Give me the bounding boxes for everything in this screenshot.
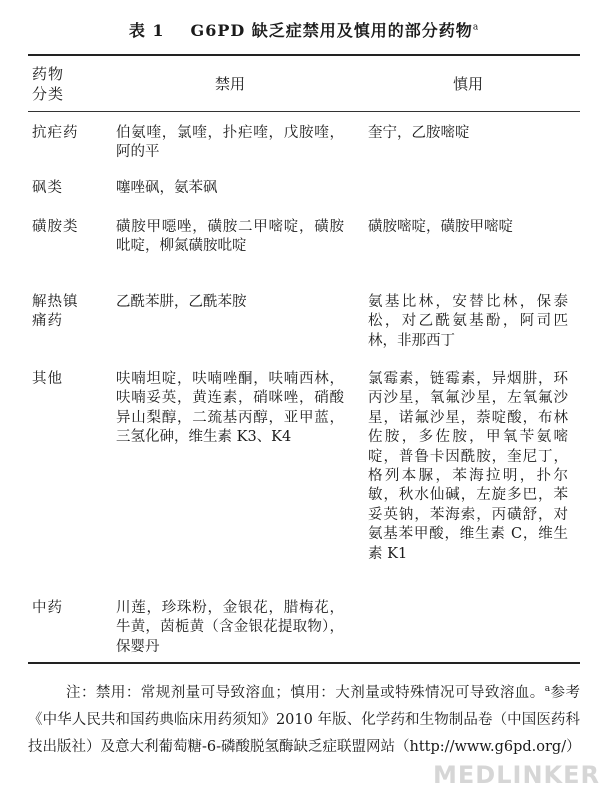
row-caution: 氯霉素，链霉素，异烟肼，环丙沙星，氧氟沙星，左氧氟沙星，诺氟沙星，萘啶酸，布林佐胺，多佐胺，甲氧苄氨嘧啶，普鲁卡因酰胺，奎尼丁，格列本脲，苯海拉明，扑尔敏，秋水仙碱，左旋多巴，苯妥英钠，苯海索，丙磺舒，对氨基苯甲酸，维生素 C，维生素 K1 (368, 371, 568, 562)
note-reference: 参考《中华人民共和国药典临床用药须知》2010 年版、化学药和生物制品卷（中国医药科技出版社）及意大利葡萄糖-6-磷酸脱氢酶缺乏症联盟网站（http://www.g6pd.org/） (28, 684, 581, 755)
row-caution: 奎宁，乙胺嘧啶 (368, 125, 470, 141)
table-label: 表 1 (128, 21, 165, 40)
row-category: 解热镇痛药 (32, 294, 79, 330)
row-banned: 磺胺甲噁唑，磺胺二甲嘧啶，磺胺吡啶，柳氮磺胺吡啶 (116, 219, 344, 255)
table-title (28, 18, 580, 41)
title-footnote-marker: a (472, 22, 480, 33)
row-banned: 乙酰苯肼，乙酰苯胺 (116, 294, 247, 310)
note-main: 注：禁用：常规剂量可导致溶血；慎用：大剂量或特殊情况可导致溶血。 (66, 684, 545, 701)
bottom-rule (28, 662, 580, 664)
table-note (28, 676, 580, 761)
row-caution: 氨基比林，安替比林，保泰松，对乙酰氨基酚，阿司匹林，非那西丁 (368, 294, 568, 349)
watermark-logo: MEDLINKER (433, 761, 600, 789)
header-banned: 禁用 (214, 75, 245, 93)
note-footnote-marker: a (544, 684, 551, 694)
row-banned: 呋喃坦啶，呋喃唑酮，呋喃西林，呋喃妥英，黄连素，硝咪唑，硝酸异山梨醇，二巯基丙醇，亚甲蓝，三氢化砷，维生素 K3、K4 (116, 371, 344, 446)
table-title-text: G6PD 缺乏症禁用及慎用的部分药物 (190, 21, 473, 40)
header-rule (28, 111, 580, 112)
row-category: 其他 (32, 371, 63, 387)
row-category: 中药 (32, 600, 63, 616)
top-rule (28, 54, 580, 56)
header-category: 药物 分类 (32, 65, 65, 103)
document-page (28, 0, 580, 811)
row-banned: 伯氨喹，氯喹，扑疟喹，戊胺喹，阿的平 (116, 125, 344, 161)
row-banned: 川莲，珍珠粉，金银花，腊梅花，牛黄，茵栀黄（含金银花提取物），保婴丹 (116, 600, 344, 655)
row-banned: 噻唑砜，氨苯砜 (116, 180, 218, 196)
header-caution: 慎用 (452, 75, 483, 93)
row-caution: 磺胺嘧啶，磺胺甲嘧啶 (368, 219, 513, 235)
row-category: 磺胺类 (32, 219, 79, 235)
row-category: 砜类 (32, 180, 63, 196)
row-category: 抗疟药 (32, 125, 79, 141)
